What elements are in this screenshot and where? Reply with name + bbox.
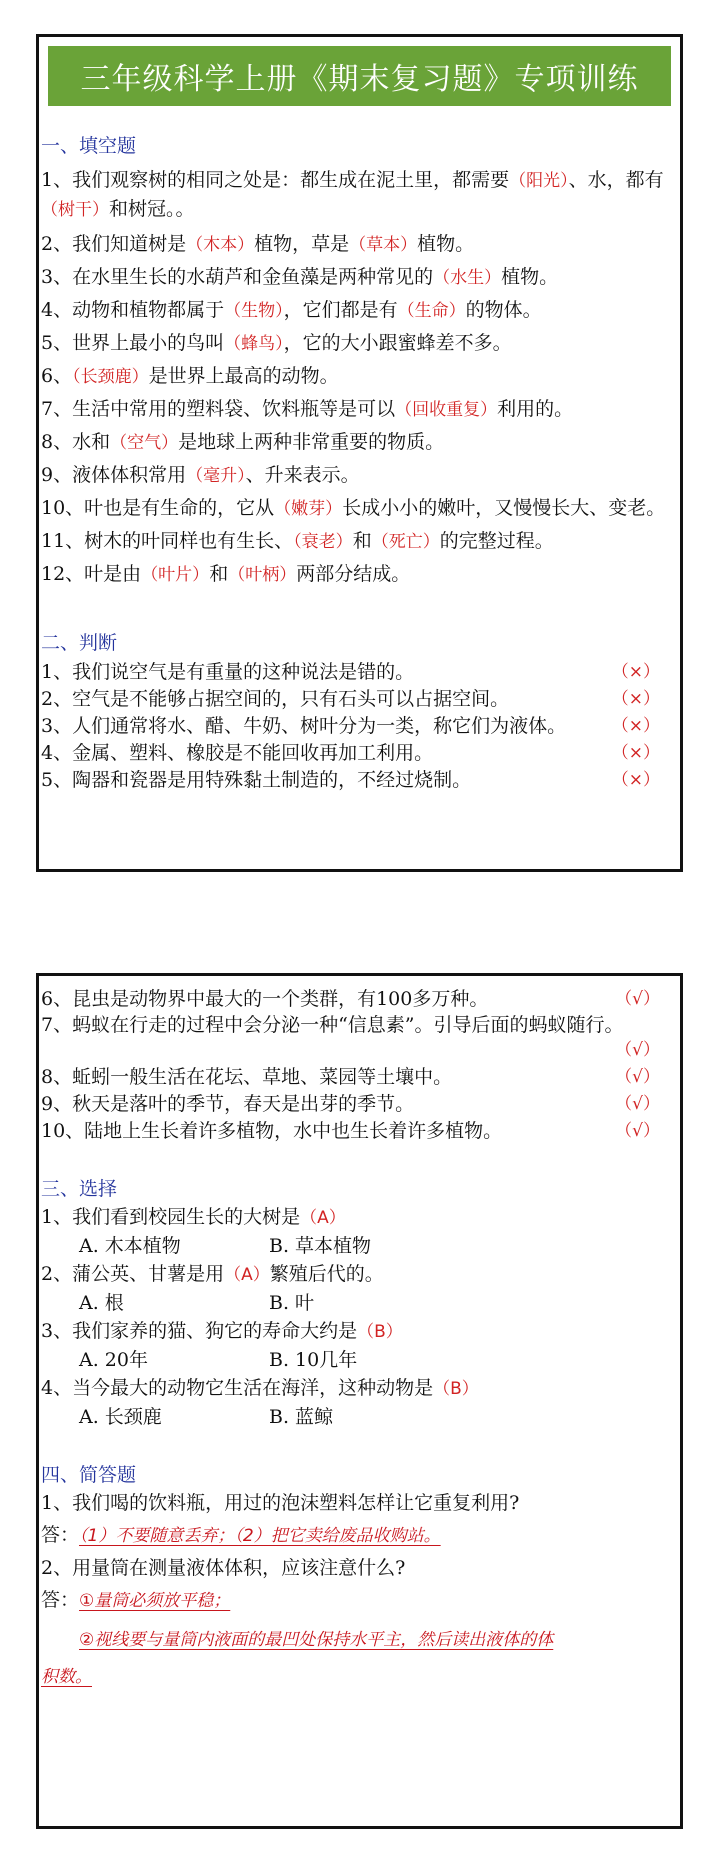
short-question-1: 1、我们喝的饮料瓶，用过的泡沫塑料怎样让它重复利用?	[41, 1492, 520, 1514]
answer: （叶柄）	[228, 565, 297, 585]
answer-label: 答：	[41, 1589, 80, 1611]
answer: （叶片）	[141, 565, 210, 585]
answer: （回收重复）	[395, 400, 498, 420]
answer: （B）	[357, 1322, 403, 1342]
short-answer-1	[41, 1521, 666, 1550]
judge-mark: （√）	[615, 1094, 660, 1114]
fill-section	[39, 132, 680, 794]
judge-mark: （√）	[615, 989, 660, 1009]
short-question-2: 2、用量筒在测量液体体积，应该注意什么?	[41, 1557, 406, 1579]
answer: （毫升）	[186, 466, 246, 486]
answer: （B）	[433, 1379, 479, 1399]
handwritten-answer: （1）不要随意丢弃；（2）把它卖给废品收购站。	[79, 1526, 441, 1546]
short-answer-2-end	[41, 1662, 666, 1691]
judge-mark: （×）	[611, 743, 660, 763]
answer-label: 答：	[41, 1524, 80, 1546]
handwritten-answer: ①量筒必须放平稳；	[79, 1591, 231, 1611]
page-title: 三年级科学上册《期末复习题》专项训练	[48, 46, 671, 106]
worksheet-page-1	[36, 34, 683, 872]
fill-item-2: 2、我们知道树是（木本）植物，草是（草本）植物。	[41, 233, 475, 255]
short-answer-2-cont	[41, 1625, 666, 1654]
answer: （衰老）	[293, 532, 353, 552]
worksheet-page-2	[36, 973, 683, 1829]
judge-item: 9、秋天是落叶的季节，春天是出芽的季节。 （√）	[41, 1091, 666, 1118]
judge-mark: （√）	[615, 1040, 660, 1060]
answer: （蜂鸟）	[224, 334, 284, 354]
judge-item: 5、陶器和瓷器是用特殊黏土制造的，不经过烧制。 （×）	[41, 767, 666, 794]
fill-item-4: 4、动物和植物都属于（生物），它们都是有（生命）的物体。	[41, 299, 542, 321]
answer: （A）	[224, 1265, 270, 1285]
fill-item-12: 12、叶是由（叶片）和（叶柄）两部分结成。	[41, 563, 411, 585]
option-a: A. 根	[79, 1292, 124, 1314]
fill-item-5: 5、世界上最小的鸟叫（蜂鸟），它的大小跟蜜蜂差不多。	[41, 332, 512, 354]
judge-mark: （×）	[611, 689, 660, 709]
fill-item-9: 9、液体体积常用（毫升）、升来表示。	[41, 464, 360, 486]
answer: （树干）	[41, 200, 109, 220]
judge-mark: （√）	[615, 1121, 660, 1141]
answer: （空气）	[110, 433, 179, 453]
option-b: B. 叶	[269, 1292, 315, 1314]
answer: （草本）	[349, 235, 418, 255]
answer: （生命）	[397, 301, 466, 321]
fill-item-7: 7、生活中常用的塑料袋、饮料瓶等是可以（回收重复）利用的。	[41, 398, 574, 420]
fill-item-8: 8、水和（空气）是地球上两种非常重要的物质。	[41, 431, 445, 453]
fill-item-11: 11、树木的叶同样也有生长、（衰老）和（死亡）的完整过程。	[41, 530, 554, 552]
short-answer-2	[41, 1586, 666, 1615]
judge-item: 10、陆地上生长着许多植物，水中也生长着许多植物。 （√）	[41, 1118, 666, 1145]
judge-item: 8、蚯蚓一般生活在花坛、草地、菜园等土壤中。 （√）	[41, 1064, 666, 1091]
judge-list-1	[41, 659, 666, 794]
choice-question-3: 3、我们家养的猫、狗它的寿命大约是（B） A. 20年 B. 10几年	[41, 1317, 666, 1374]
option-b: B. 草本植物	[269, 1235, 372, 1257]
fill-item-3: 3、在水里生长的水葫芦和金鱼藻是两种常见的（水生）植物。	[41, 266, 559, 288]
judge-mark: （√）	[615, 1067, 660, 1087]
answer: （死亡）	[371, 532, 440, 552]
option-b: B. 蓝鲸	[269, 1406, 334, 1428]
answer: （生物）	[224, 301, 284, 321]
answer: （嫩芽）	[274, 499, 343, 519]
fill-item-10: 10、叶也是有生命的，它从（嫩芽）长成小小的嫩叶，又慢慢长大、变老。	[41, 497, 666, 519]
answer: （水生）	[433, 268, 502, 288]
judge-mark: （×）	[611, 770, 660, 790]
fill-item-6: 6、（长颈鹿）是世界上最高的动物。	[41, 365, 339, 387]
section-heading-short: 四、简答题	[41, 1464, 137, 1486]
section-heading-judge: 二、判断	[41, 632, 118, 654]
judge-mark: （×）	[611, 716, 660, 736]
option-b: B. 10几年	[269, 1349, 358, 1371]
judge-item: 4、金属、塑料、橡胶是不能回收再加工利用。 （×）	[41, 740, 666, 767]
judge-item: 6、昆虫是动物界中最大的一个类群，有100多万种。 （√）	[41, 986, 666, 1013]
option-a: A. 木本植物	[79, 1235, 181, 1257]
judge-item: 3、人们通常将水、醋、牛奶、树叶分为一类，称它们为液体。 （×）	[41, 713, 666, 740]
answer: （木本）	[186, 235, 255, 255]
judge-item: 2、空气是不能够占据空间的，只有石头可以占据空间。 （×）	[41, 686, 666, 713]
answer: （阳光）	[509, 171, 569, 191]
answer: （A）	[300, 1208, 346, 1228]
handwritten-answer: ②视线要与量筒内液面的最凹处保持水平主，然后读出液体的体	[79, 1630, 554, 1650]
judge-item: 7、蚂蚁在行走的过程中会分泌一种“信息素”。引导后面的蚂蚁随行。	[41, 1014, 624, 1036]
judge-list-2	[39, 976, 680, 1691]
section-heading-fill: 一、填空题	[41, 135, 137, 157]
choice-question-1: 1、我们看到校园生长的大树是（A） A. 木本植物 B. 草本植物	[41, 1203, 666, 1260]
judge-item-mark-row	[41, 1037, 666, 1064]
handwritten-answer: 积数。	[41, 1667, 92, 1687]
answer: （长颈鹿）	[72, 367, 149, 387]
judge-item: 1、我们说空气是有重量的这种说法是错的。 （×）	[41, 659, 666, 686]
judge-mark: （×）	[611, 662, 660, 682]
choice-question-2: 2、蒲公英、甘薯是用（A）繁殖后代的。 A. 根 B. 叶	[41, 1260, 666, 1317]
option-a: A. 20年	[79, 1349, 148, 1371]
section-heading-choice: 三、选择	[41, 1178, 118, 1200]
option-a: A. 长颈鹿	[79, 1406, 162, 1428]
choice-question-4: 4、当今最大的动物它生活在海洋，这种动物是（B） A. 长颈鹿 B. 蓝鲸	[41, 1374, 666, 1431]
fill-item-1: 1、我们观察树的相同之处是：都生成在泥土里，都需要（阳光）、水，都有（树干）和树冠。。	[41, 169, 664, 220]
